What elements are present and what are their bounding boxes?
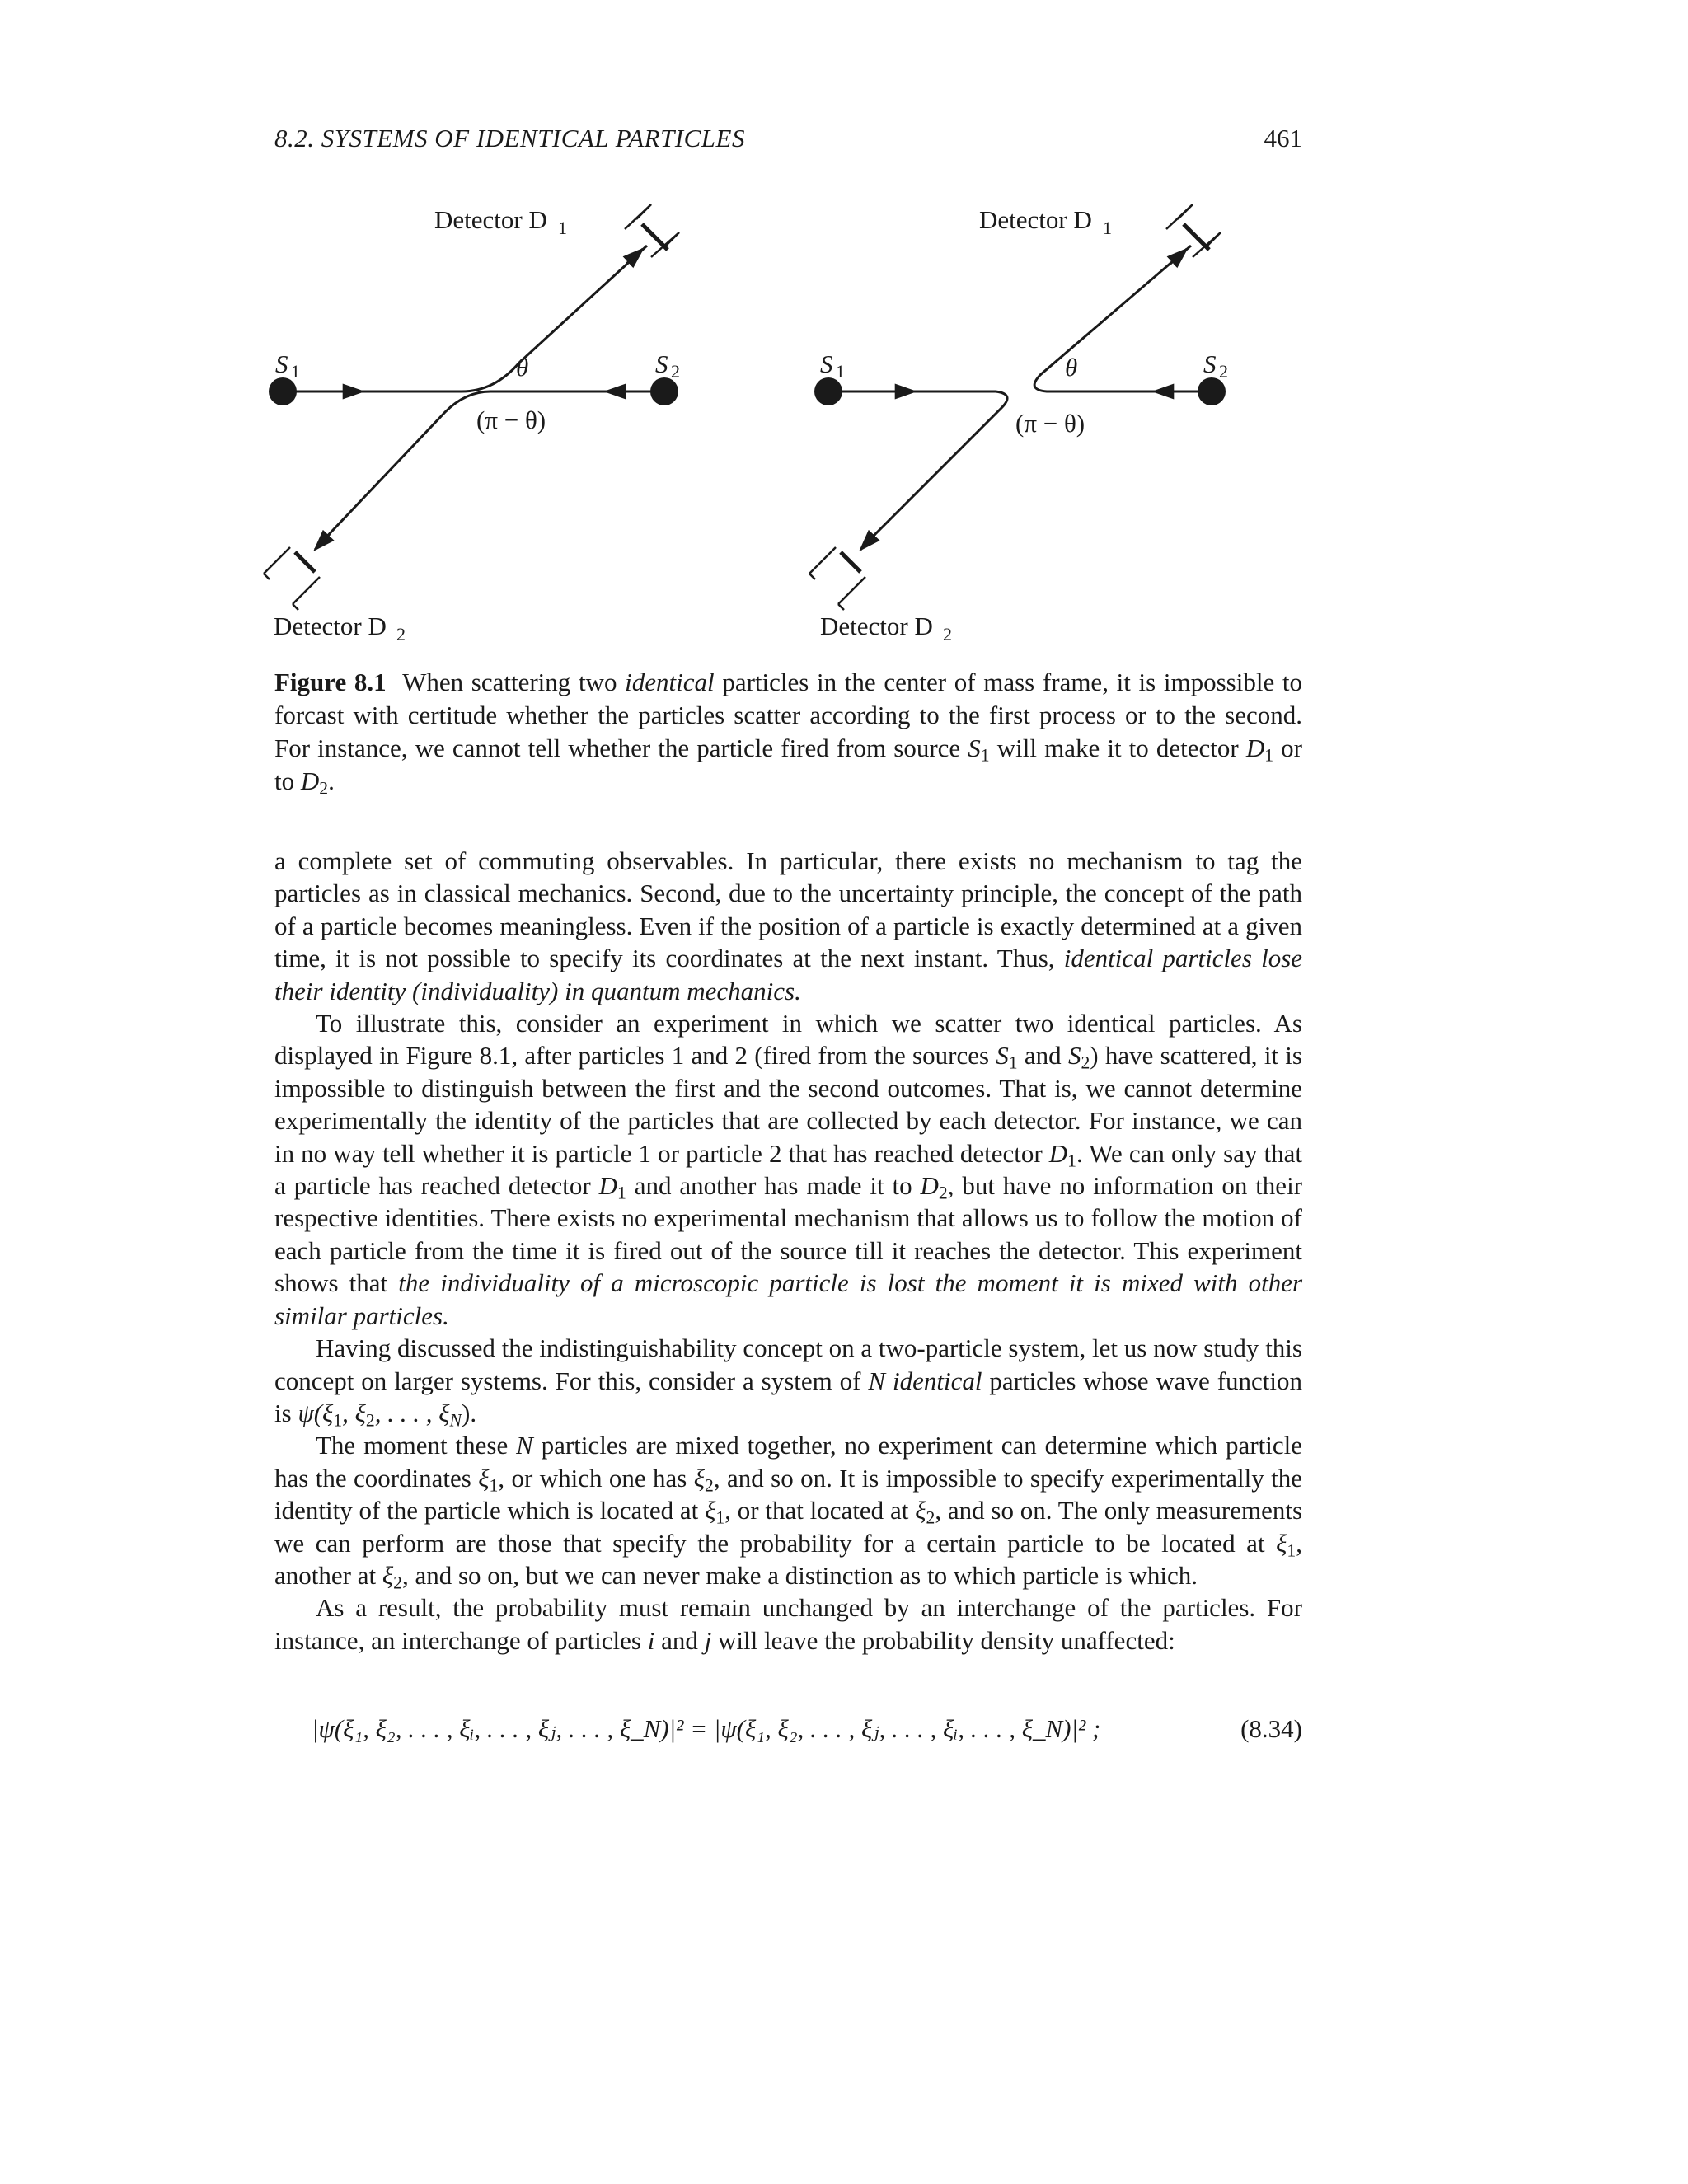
paragraph-4: The moment these N particles are mixed together, no experiment can determine which particle has the coordinates $\xi_1$, or which one has $\xi_2$, and so on. It is impossible to specify experimentally the identity of the particle which is located at $\xi_1$, or that located at $\xi_2$, and so on. The only measurements we can perform are those that specify the probability for a certain particle to be located at $\xi_1$, another at $\xi_2$, and so on, but we can never make a distinction as to which particle is which. (274, 1431, 1303, 1593)
left-detector-1-label: Detector D (434, 205, 547, 234)
figure-caption: Figure 8.1 When scattering two identical particles in the center of mass frame, it is impossible to forcast with certitude whether the particles scatter according to the first process or to the second. For instance, we cannot tell whether the particle fired from source $S_1$ will make it to detector $D_1$ or to $D_2$. (274, 668, 1303, 799)
left-source-2-subscript: 2 (671, 361, 680, 382)
page-number: 461 (1264, 124, 1302, 152)
right-source-1-label: S (820, 349, 833, 378)
detector-2-icon (809, 547, 865, 610)
source-1-dot (269, 377, 297, 405)
paragraph-2: To illustrate this, consider an experiment in which we scatter two identical particles. As displayed in Figure 8.1, after particles 1 and 2 (fired from the sources $S_1$ and $S_2$) have scattered, it is impossible to distinguish between the first and the second outcomes. That is, we cannot determine experimentally the identity of the particles that are collected by each detector. For instance, we can in no way tell whether it is particle 1 or particle 2 that has reached detector $D_1$. We can only say that a particle has reached detector $D_1$ and another has made it to $D_2$, but have no information on their respective identities. There exists no experimental mechanism that allows us to follow the motion of each particle from the time it is fired out of the source till it reaches the detector. This experiment shows that the individuality of a microscopic particle is lost the moment it is mixed with other similar particles. (274, 1009, 1303, 1330)
left-detector-1-subscript: 1 (558, 218, 567, 238)
left-theta-label: θ (516, 353, 529, 382)
paragraph-3: Having discussed the indistinguishability concept on a two-particle system, let us now study this concept on larger systems. For this, consider a system of N identical particles whose wave function is $\psi(\xi_1$, $\xi_2$, . . . , $\xi_N$). (274, 1333, 1303, 1431)
right-scattering-panel (809, 204, 1221, 610)
figure-8-1 (0, 0, 1688, 659)
equation-number: (8.34) (1240, 1714, 1302, 1743)
right-source-2-label: S (1203, 349, 1217, 378)
source-2-dot (1198, 377, 1226, 405)
right-detector-1-subscript: 1 (1103, 218, 1112, 238)
right-pi-minus-theta-label: (π − θ) (1015, 409, 1085, 438)
right-theta-label: θ (1065, 353, 1078, 382)
paragraph-1: a complete set of commuting observables. In particular, there exists no mechanism to tag the particles as in classical mechanics. Second, due to the uncertainty principle, the concept of the path of a particle becomes meaningless. Even if the position of a particle is exactly determined at a given time, it is not possible to specify its coordinates at the next instant. Thus, identical particles lose their identity (individuality) in quantum mechanics. (274, 846, 1303, 1005)
right-source-1-subscript: 1 (836, 361, 845, 382)
trajectory-s1-to-d1 (284, 246, 647, 391)
left-scattering-panel (264, 204, 679, 610)
left-source-1-subscript: 1 (291, 361, 300, 382)
equation-8-34 (274, 1714, 1302, 1764)
left-detector-2-subscript: 2 (396, 624, 406, 644)
caption-label: Figure 8.1 (274, 668, 387, 696)
detector-1-icon (625, 204, 679, 257)
detector-1-icon (1166, 204, 1221, 257)
left-pi-minus-theta-label: (π − θ) (476, 405, 546, 434)
left-source-1-label: S (275, 349, 288, 378)
trajectory-s1-to-d2 (828, 391, 1007, 544)
right-detector-2-subscript: 2 (943, 624, 952, 644)
source-1-dot (814, 377, 842, 405)
running-head: 8.2. SYSTEMS OF IDENTICAL PARTICLES (274, 124, 745, 152)
left-source-2-label: S (655, 349, 668, 378)
right-detector-2-label: Detector D (820, 612, 933, 640)
trajectory-s2-to-d1 (1034, 246, 1212, 391)
detector-2-icon (264, 547, 320, 610)
right-source-2-subscript: 2 (1219, 361, 1228, 382)
right-detector-1-label: Detector D (979, 205, 1092, 234)
equation-body: |ψ(ξ₁, ξ₂, . . . , ξᵢ, . . . , ξⱼ, . . . , ξ_N)|² = |ψ(ξ₁, ξ₂, . . . , ξⱼ, . . . , ξᵢ, . . . , ξ_N)|² ; (312, 1714, 1101, 1743)
source-2-dot (650, 377, 678, 405)
paragraph-5: As a result, the probability must remain unchanged by an interchange of the particles. For instance, an interchange of particles i and j will leave the probability density unaffected: (274, 1593, 1302, 1655)
body-text (274, 845, 1302, 1657)
left-detector-2-label: Detector D (274, 612, 387, 640)
